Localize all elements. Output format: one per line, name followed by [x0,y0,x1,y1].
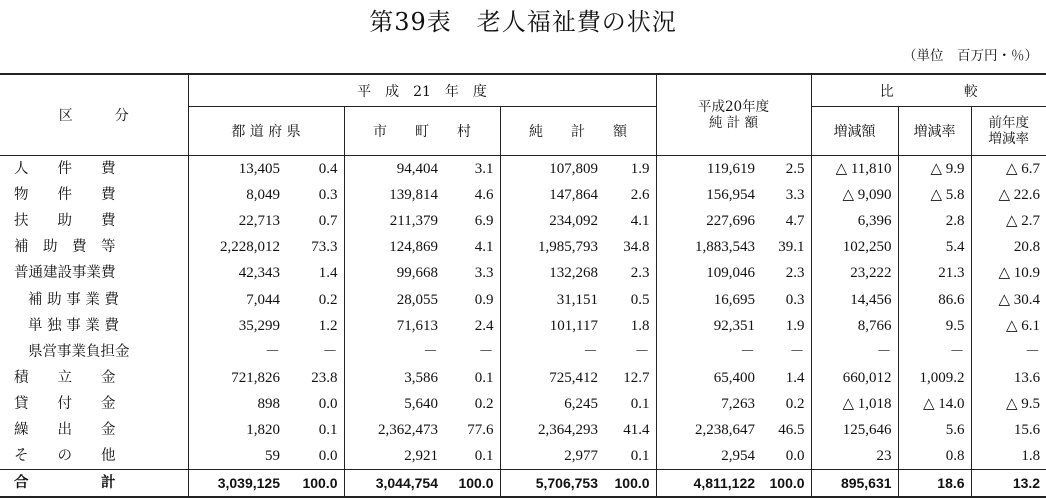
header-change-rate: 増減率 [898,107,971,156]
cell: 107,809 [500,156,604,183]
cell: 73.3 [311,239,338,256]
cell: 3.3 [785,187,805,204]
cell: 0.2 [318,291,338,308]
cell: 3.1 [474,161,494,178]
cell: － [322,343,338,360]
cell: 0.4 [318,161,338,178]
cell: △ 22.6 [971,182,1046,208]
cell: － [500,339,604,365]
table-row [0,182,1046,208]
cell: 0.5 [630,291,650,308]
cell: 100.0 [444,470,500,498]
row-label: 人 件 費 [14,161,116,178]
cell: 59 [188,443,286,470]
cell: 2.3 [785,265,805,282]
cell: 16,695 [656,286,761,312]
cell: 5,706,753 [500,470,604,498]
header-category: 区 分 [0,74,188,156]
cell: 4.1 [630,213,650,230]
cell: － [634,343,650,360]
cell: 2,977 [500,443,604,470]
cell: 1.4 [318,265,338,282]
row-label: 扶 助 費 [14,213,116,230]
cell: 0.0 [318,448,338,465]
cell: － [971,339,1046,365]
table-row [0,391,1046,417]
cell: 5.6 [898,417,971,443]
cell: 20.8 [971,234,1046,260]
header-net-total: 純 計 額 [500,107,656,156]
cell: △ 5.8 [898,182,971,208]
header-h21: 平 成 21 年 度 [188,74,656,107]
cell: 124,869 [344,234,444,260]
cell: 18.6 [898,470,971,498]
cell: 3.3 [474,265,494,282]
cell: 5.4 [898,234,971,260]
cell: 102,250 [811,234,898,260]
cell: 211,379 [344,208,444,234]
cell: 109,046 [656,260,761,286]
cell: 156,954 [656,182,761,208]
cell: 2.8 [898,208,971,234]
cell: △ 11,810 [811,156,898,183]
cell: 4.6 [474,187,494,204]
cell: 2,238,647 [656,417,761,443]
table-row [0,260,1046,286]
cell: 13,405 [188,156,286,183]
cell: 0.1 [474,369,494,386]
cell: 660,012 [811,365,898,391]
cell: 2,921 [344,443,444,470]
cell: － [811,339,898,365]
cell: 147,864 [500,182,604,208]
row-label: 貸 付 金 [14,395,116,412]
cell: 6.9 [474,213,494,230]
cell: 34.8 [623,239,650,256]
cell: △ 10.9 [971,260,1046,286]
cell: 2.5 [785,161,805,178]
cell: 46.5 [778,421,805,438]
cell: △ 30.4 [971,286,1046,312]
table-title: 第39表 老人福祉費の状況 [369,8,677,36]
cell: 0.0 [318,395,338,412]
cell: 132,268 [500,260,604,286]
cell: 41.4 [623,421,650,438]
cell: 3,039,125 [188,470,286,498]
table-row [0,156,1046,183]
cell: 0.1 [318,421,338,438]
cell: 23,222 [811,260,898,286]
cell: 895,631 [811,470,898,498]
header-change-amount: 増減額 [811,107,898,156]
cell: △ 2.7 [971,208,1046,234]
row-label: 補 助 費 等 [14,239,116,256]
row-label: そ の 他 [14,448,116,465]
cell: 0.0 [785,448,805,465]
cell: 7,044 [188,286,286,312]
cell: 1,820 [188,417,286,443]
cell: － [789,343,805,360]
cell: 65,400 [656,365,761,391]
cell: － [344,339,444,365]
cell: 0.2 [474,395,494,412]
cell: 1,009.2 [898,365,971,391]
cell: 77.6 [467,421,494,438]
table-row [0,286,1046,312]
cell: △ 1,018 [811,391,898,417]
cell: 0.9 [474,291,494,308]
cell: 1.9 [785,317,805,334]
cell: 1.8 [971,443,1046,470]
header-prefecture: 都 道 府 県 [188,107,344,156]
cell: 86.6 [898,286,971,312]
cell: 125,646 [811,417,898,443]
header-h20-line2: 純 計 額 [709,115,759,131]
row-label: 普通建設事業費 [14,265,116,282]
total-row [0,470,1046,498]
cell: 9.5 [898,313,971,339]
cell: 2,362,473 [344,417,444,443]
cell: 119,619 [656,156,761,183]
row-label: 物 件 費 [14,187,116,204]
header-prev-rate [971,107,1046,156]
table-row [0,365,1046,391]
cell: － [478,343,494,360]
cell: 35,299 [188,313,286,339]
cell: 0.1 [630,448,650,465]
cell: 14,456 [811,286,898,312]
cell: 2,954 [656,443,761,470]
row-label: 繰 出 金 [14,421,116,438]
header-comparison: 比 較 [811,74,1046,107]
table-row [0,208,1046,234]
cell: △ 9.9 [898,156,971,183]
table-row [0,443,1046,470]
cell: 3,586 [344,365,444,391]
cell: 1,883,543 [656,234,761,260]
cell: 28,055 [344,286,444,312]
cell: 725,412 [500,365,604,391]
table-body [0,156,1046,498]
cell: 139,814 [344,182,444,208]
cell: 8,766 [811,313,898,339]
cell: － [188,339,286,365]
cell: 721,826 [188,365,286,391]
table-row [0,313,1046,339]
cell: 1.9 [630,161,650,178]
header-h20 [656,74,811,156]
cell: 898 [188,391,286,417]
cell: 12.7 [623,369,650,386]
cell: － [656,339,761,365]
cell: 2.4 [474,317,494,334]
header-municipality: 市 町 村 [344,107,500,156]
cell: 0.1 [474,448,494,465]
cell: 23 [811,443,898,470]
cell: 0.3 [785,291,805,308]
cell: 101,117 [500,313,604,339]
cell: 3,044,754 [344,470,444,498]
cell: △ 6.1 [971,313,1046,339]
cell: 1.2 [318,317,338,334]
table-row [0,234,1046,260]
cell: 1.8 [630,317,650,334]
cell: △ 9,090 [811,182,898,208]
table-row [0,339,1046,365]
cell: 100.0 [286,470,344,498]
cell: 7,263 [656,391,761,417]
cell: 0.1 [630,395,650,412]
unit-note: （単位 百万円・％） [903,48,1038,64]
cell: 15.6 [971,417,1046,443]
cell: 13.6 [971,365,1046,391]
cell: △ 6.7 [971,156,1046,183]
cell: 6,245 [500,391,604,417]
row-label: 単 独 事 業 費 [28,317,119,334]
cell: 31,151 [500,286,604,312]
cell: 1,985,793 [500,234,604,260]
cell: 6,396 [811,208,898,234]
cell: △ 14.0 [898,391,971,417]
cell: 39.1 [778,239,805,256]
cell: 0.7 [318,213,338,230]
cell: 4.7 [785,213,805,230]
cell: 0.2 [785,395,805,412]
row-label: 県営事業負担金 [28,343,130,360]
cell: 5,640 [344,391,444,417]
cell: 2.6 [630,187,650,204]
cell: 13.2 [971,470,1046,498]
header-h20-line1: 平成20年度 [697,99,770,115]
cell: 21.3 [898,260,971,286]
welfare-expense-table [0,73,1046,498]
cell: 22,713 [188,208,286,234]
cell: 99,668 [344,260,444,286]
cell: 100.0 [604,470,656,498]
cell: 92,351 [656,313,761,339]
cell: 100.0 [761,470,811,498]
cell: － [898,339,971,365]
total-label: 合 計 [0,470,188,498]
cell: 8,049 [188,182,286,208]
cell: 234,092 [500,208,604,234]
cell: 2.3 [630,265,650,282]
row-label: 補 助 事 業 費 [28,291,119,308]
header-prev-line1: 前年度 [988,115,1030,131]
cell: 42,343 [188,260,286,286]
row-label: 積 立 金 [14,369,116,386]
cell: 2,364,293 [500,417,604,443]
cell: 94,404 [344,156,444,183]
cell: 23.8 [311,369,338,386]
cell: 0.8 [898,443,971,470]
cell: 71,613 [344,313,444,339]
table-row [0,417,1046,443]
cell: 1.4 [785,369,805,386]
cell: △ 9.5 [971,391,1046,417]
cell: 227,696 [656,208,761,234]
cell: 0.3 [318,187,338,204]
header-prev-line2: 増減率 [988,131,1030,147]
cell: 2,228,012 [188,234,286,260]
cell: 4,811,122 [656,470,761,498]
cell: 4.1 [474,239,494,256]
